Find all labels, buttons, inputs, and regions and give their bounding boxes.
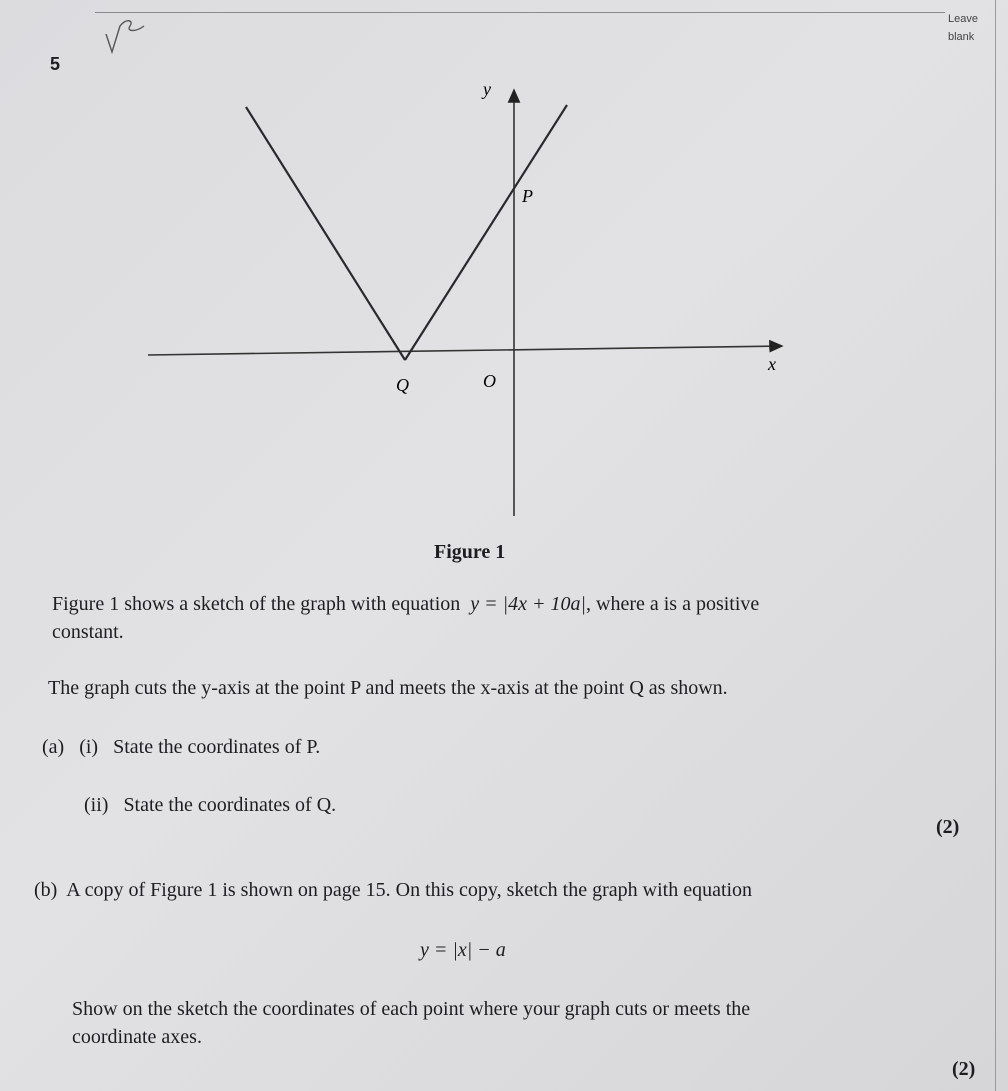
- origin-label: O: [483, 371, 496, 391]
- part-a-i-text: State the coordinates of P.: [113, 736, 321, 758]
- leave-blank-word-2: blank: [948, 31, 975, 43]
- intro-equation: y = |4x + 10a|: [470, 593, 587, 615]
- question-number: 5: [50, 54, 61, 74]
- part-a-label: (a): [42, 736, 65, 758]
- intro-prefix: Figure 1 shows a sketch of the graph with equation: [52, 593, 461, 615]
- part-b-show-paragraph: [72, 995, 992, 1051]
- x-axis-line: [148, 346, 782, 355]
- part-a-ii: [84, 791, 336, 819]
- intro-paragraph: [52, 590, 972, 646]
- leave-blank-word-1: Leave: [948, 13, 978, 25]
- part-b-show-line-2: coordinate axes.: [72, 1026, 202, 1048]
- y-axis-label: y: [483, 79, 491, 99]
- x-axis-label: x: [768, 354, 776, 374]
- part-b-text: A copy of Figure 1 is shown on page 15. On this copy, sketch the graph with equation: [66, 879, 753, 901]
- intro-suffix: , where a is a positive: [586, 593, 760, 615]
- part-a-i: [42, 733, 320, 761]
- part-b-marks: (2): [952, 1058, 976, 1080]
- intro-line-2: constant.: [52, 621, 124, 643]
- figure-caption: Figure 1: [434, 541, 506, 563]
- part-a-ii-text: State the coordinates of Q.: [123, 794, 337, 816]
- point-q-label: Q: [396, 375, 409, 395]
- part-b-intro: [34, 876, 984, 904]
- part-b-show-line-1: Show on the sketch the coordinates of each point where your graph cuts or meets the: [72, 998, 751, 1020]
- part-a-marks: (2): [936, 816, 960, 838]
- point-p-label: P: [522, 186, 533, 206]
- part-a-i-label: (i): [79, 736, 99, 758]
- graph-right-branch: [405, 105, 567, 360]
- part-b-equation: y = |x| − a: [420, 939, 506, 961]
- cuts-paragraph: The graph cuts the y-axis at the point P and meets the x-axis at the point Q as shown.: [48, 677, 728, 699]
- part-a-ii-label: (ii): [84, 794, 109, 816]
- part-b-label: (b): [34, 879, 58, 901]
- graph-left-branch: [246, 107, 405, 360]
